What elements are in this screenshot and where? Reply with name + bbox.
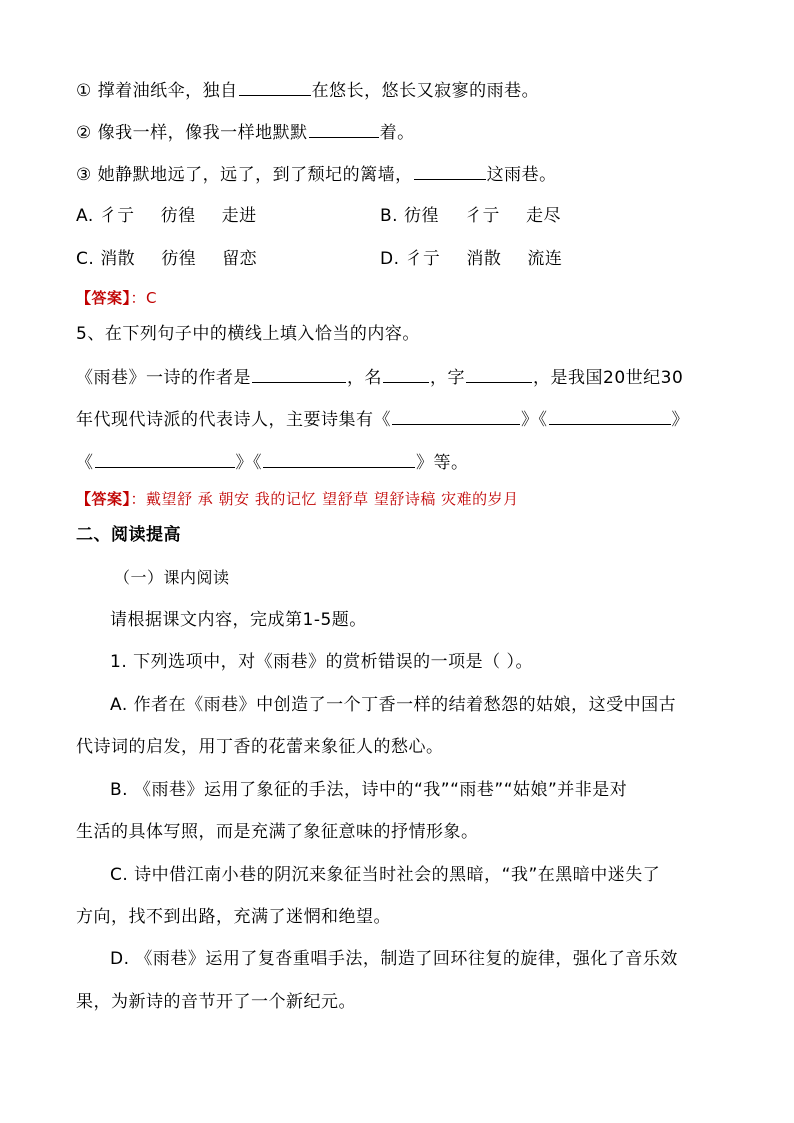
fill-blank[interactable]	[549, 408, 671, 425]
option-letter: C.	[76, 249, 95, 269]
fill-blank[interactable]	[466, 366, 532, 383]
option-word: 留恋	[222, 249, 258, 269]
option-word: 消散	[466, 249, 502, 269]
q5-text: 》《	[521, 410, 548, 430]
q4-sentence-2	[76, 121, 415, 144]
q5-title: 5、在下列句子中的横线上填入恰当的内容。	[76, 324, 420, 344]
q4-sentence-2-post: 着。	[379, 123, 415, 143]
q5-answer	[76, 488, 519, 510]
q4-sentence-3-pre: ③ 她静默地远了，远了，到了颓圮的篱墙，	[76, 165, 413, 185]
r1-option-a-line-2: 代诗词的启发，用丁香的花蕾来象征人的愁心。	[76, 737, 444, 757]
option-word: 彷徨	[403, 206, 439, 226]
q4-option-b[interactable]	[380, 205, 587, 227]
option-letter: B.	[380, 206, 399, 226]
q4-sentence-3-post: 这雨巷。	[486, 165, 557, 185]
fill-blank[interactable]	[252, 366, 346, 383]
q5-text: ，名	[347, 368, 382, 388]
option-word: 彳亍	[464, 206, 500, 226]
option-word: 走进	[221, 206, 257, 226]
option-word: 消散	[100, 249, 136, 269]
answer-tag: 【答案】	[76, 289, 131, 307]
q5-line-1	[76, 366, 683, 389]
option-word: 彳亍	[405, 249, 441, 269]
fill-blank[interactable]	[392, 408, 520, 425]
answer-text: ：C	[130, 289, 157, 307]
q4-option-a[interactable]	[76, 205, 283, 227]
fill-blank[interactable]	[239, 79, 311, 96]
r1-option-c-line-1: C. 诗中借江南小巷的阴沉来象征当时社会的黑暗，“我”在黑暗中迷失了	[110, 865, 661, 885]
option-word: 彷徨	[161, 249, 197, 269]
q4-sentence-1	[76, 79, 539, 102]
q4-sentence-3	[76, 163, 557, 186]
answer-tag: 【答案】	[76, 490, 131, 508]
r1-option-d-line-1: D. 《雨巷》运用了复沓重唱手法，制造了回环往复的旋律，强化了音乐效	[110, 949, 678, 969]
q4-answer	[76, 287, 157, 309]
fill-blank[interactable]	[309, 121, 379, 138]
q4-option-c[interactable]	[76, 248, 283, 270]
q4-sentence-2-pre: ② 像我一样，像我一样地默默	[76, 123, 308, 143]
option-letter: D.	[380, 249, 400, 269]
q5-text: 《雨巷》一诗的作者是	[76, 368, 251, 388]
option-word: 走尽	[525, 206, 561, 226]
q5-text: 》等。	[416, 453, 469, 473]
q5-line-3	[76, 451, 469, 474]
r1-option-b-line-1: B. 《雨巷》运用了象征的手法，诗中的“我”“雨巷”“姑娘”并非是对	[110, 780, 628, 800]
q5-text: 》	[671, 410, 689, 430]
option-word: 彷徨	[160, 206, 196, 226]
q5-text: ，字	[430, 368, 465, 388]
fill-blank[interactable]	[95, 451, 235, 468]
q4-sentence-1-post: 在悠长，悠长又寂寥的雨巷。	[311, 81, 540, 101]
fill-blank[interactable]	[263, 451, 415, 468]
option-letter: A.	[76, 206, 94, 226]
fill-blank[interactable]	[383, 366, 429, 383]
reading-question-1: 1. 下列选项中，对《雨巷》的赏析错误的一项是（ ）。	[110, 652, 534, 672]
option-word: 彳亍	[99, 206, 135, 226]
q5-text: ，是我国20世纪30	[533, 368, 684, 388]
r1-option-d-line-2: 果，为新诗的音节开了一个新纪元。	[76, 992, 356, 1012]
r1-option-c-line-2: 方向，找不到出路，充满了迷惘和绝望。	[76, 907, 391, 927]
r1-option-b-line-2: 生活的具体写照，而是充满了象征意味的抒情形象。	[76, 822, 479, 842]
q4-sentence-1-pre: ① 撑着油纸伞，独自	[76, 81, 238, 101]
r1-option-a-line-1: A. 作者在《雨巷》中创造了一个丁香一样的结着愁怨的姑娘，这受中国古	[110, 695, 677, 715]
answer-text: ：戴望舒 承 朝安 我的记忆 望舒草 望舒诗稿 灾难的岁月	[130, 490, 519, 508]
instruction: 请根据课文内容，完成第1-5题。	[110, 610, 367, 630]
subsection-title: （一）课内阅读	[114, 568, 230, 587]
q5-text: 》《	[235, 453, 262, 473]
q5-text: 年代现代诗派的代表诗人，主要诗集有《	[76, 410, 391, 430]
q5-line-2	[76, 408, 689, 431]
q4-option-d[interactable]	[380, 248, 588, 270]
fill-blank[interactable]	[414, 163, 486, 180]
q5-text: 《	[76, 453, 94, 473]
section-title: 二、阅读提高	[76, 525, 181, 545]
option-word: 流连	[527, 249, 563, 269]
